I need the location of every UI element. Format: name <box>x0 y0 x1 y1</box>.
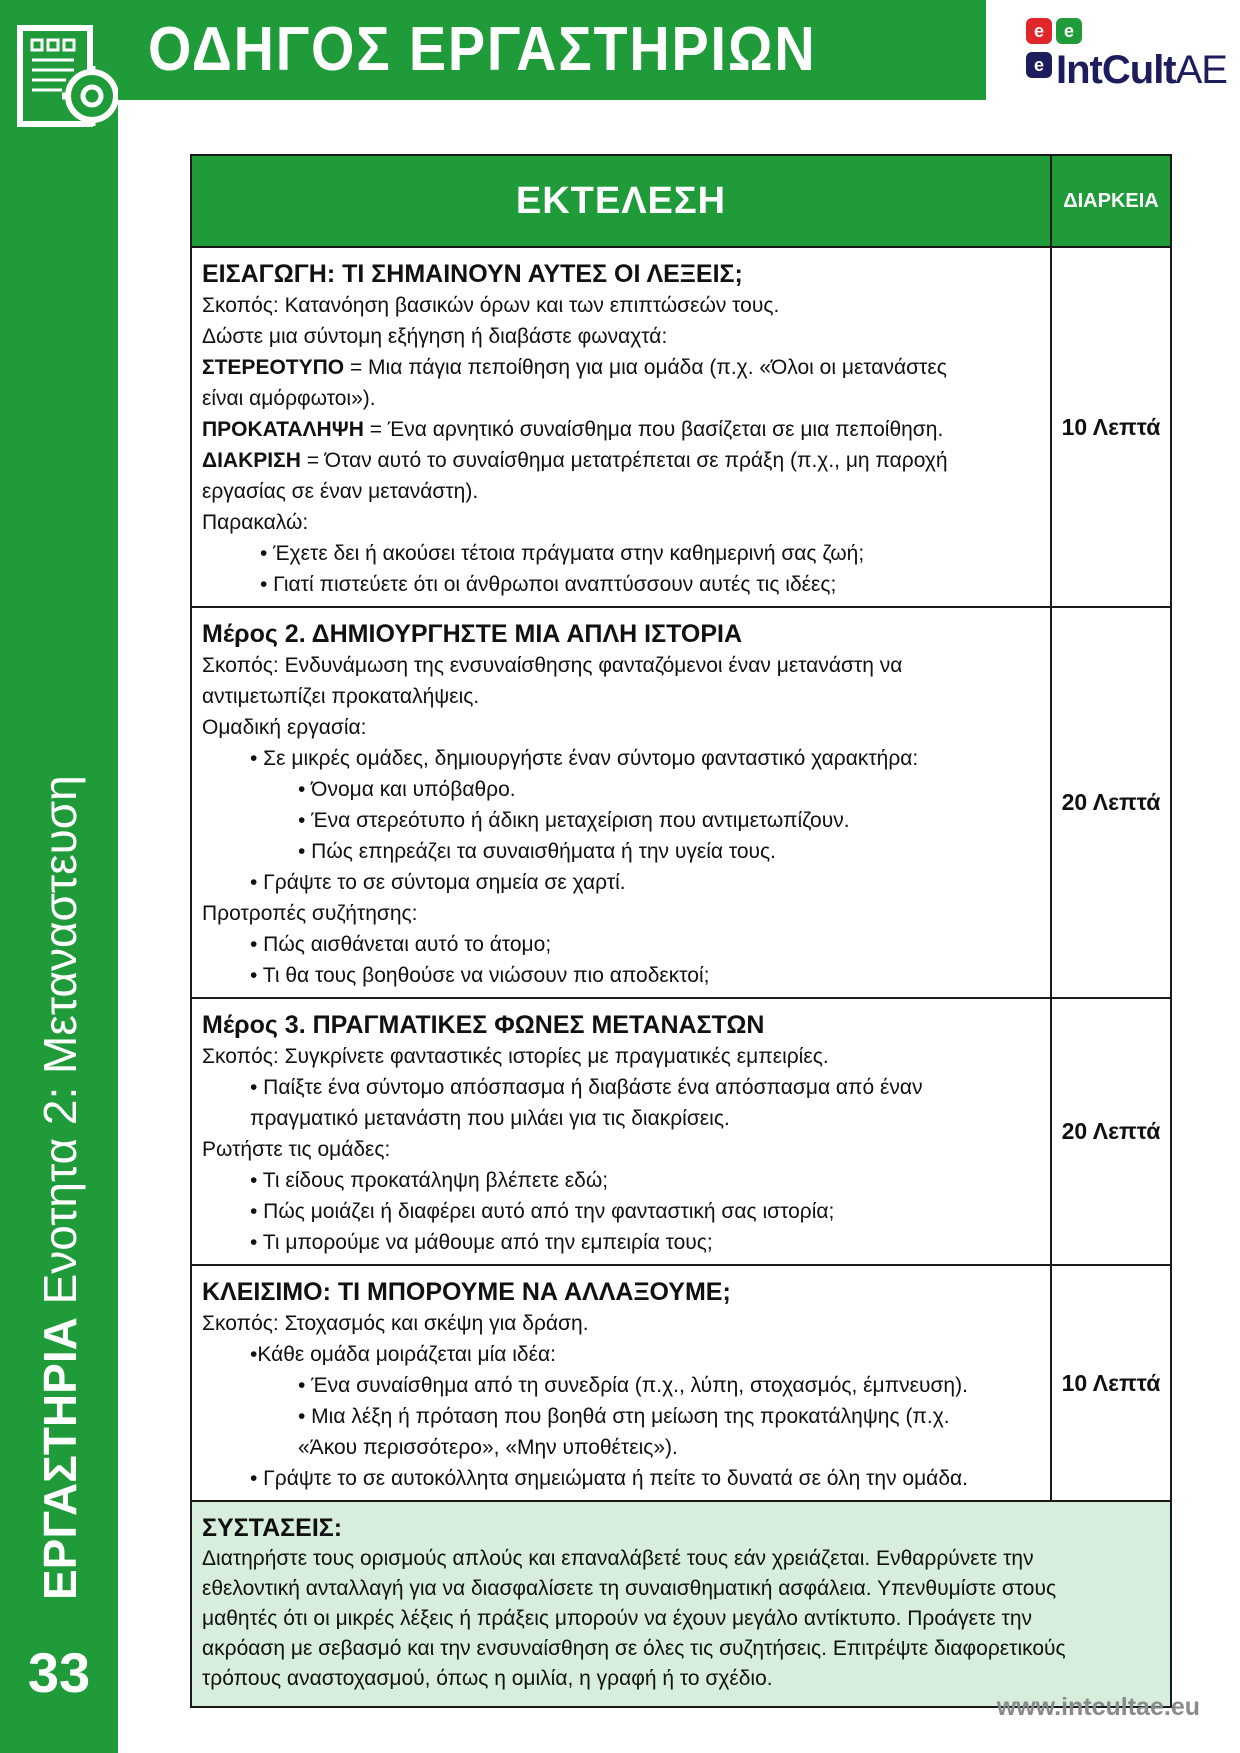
text-line: εθελοντική ανταλλαγή για να διασφαλίσετε τη συναισθηματική ασφάλεια. Υπενθυμίστε στους <box>202 1577 1057 1600</box>
duration-cell: 20 Λεπτά <box>1061 1118 1161 1144</box>
bullet-item: • Πώς επηρεάζει τα συναισθήματα ή την υγεία τους. <box>298 840 776 863</box>
bullet-item: • Τι μπορούμε να μάθουμε από την εμπειρία τους; <box>250 1231 713 1254</box>
duration-cell: 10 Λεπτά <box>1061 1369 1161 1396</box>
text-line: Ρωτήστε τις ομάδες: <box>202 1138 391 1161</box>
text-line: εργασίας σε έναν μετανάστη). <box>202 480 479 503</box>
row-content <box>192 1266 1052 1500</box>
logo-badge-icon: e <box>1026 18 1052 44</box>
bullet-item: • Παίξτε ένα σύντομο απόσπασμα ή διαβάστε ένα απόσπασμα από έναν <box>250 1076 923 1099</box>
table-header <box>192 156 1170 248</box>
bullet-item: • Τι είδους προκατάληψη βλέπετε εδώ; <box>250 1169 609 1192</box>
term: ΔΙΑΚΡΙΣΗ <box>202 449 301 472</box>
text-line: Δώστε μια σύντομη εξήγηση ή διαβάστε φωναχτά: <box>202 325 668 348</box>
bullet-item: • Σε μικρές ομάδες, δημιουργήστε έναν σύντομο φανταστικό χαρακτήρα: <box>250 747 919 770</box>
text-line: Σκοπός: Συγκρίνετε φανταστικές ιστορίες με πραγματικές εμπειρίες. <box>202 1045 829 1068</box>
definition-line: ΔΙΑΚΡΙΣΗ = Όταν αυτό το συναίσθημα μετατρέπεται σε πράξη (π.χ., μη παροχή <box>202 449 948 472</box>
side-title-light: Ενοτητα 2: Μεταναστευση <box>34 775 86 1305</box>
page-title: ΟΔΗΓΟΣ ΕΡΓΑΣΤΗΡΙΩΝ <box>148 15 817 84</box>
text-line: αντιμετωπίζει προκαταλήψεις. <box>202 685 480 708</box>
logo-badge-icon: e <box>1026 52 1052 78</box>
bullet-item: • Πώς αισθάνεται αυτό το άτομο; <box>250 933 552 956</box>
bullet-item: • Ένα συναίσθημα από τη συνεδρία (π.χ., λύπη, στοχασμός, έμπνευση). <box>298 1374 968 1397</box>
bullet-item: • Γράψτε το σε αυτοκόλλητα σημειώματα ή πείτε το δυνατά σε όλη την ομάδα. <box>250 1467 968 1490</box>
text-line: Σκοπός: Ενδυνάμωση της ενσυναίσθησης φανταζόμενοι έναν μετανάστη να <box>202 654 903 677</box>
table-row <box>192 999 1170 1266</box>
page-number: 33 <box>27 1641 91 1704</box>
text-line: Παρακαλώ: <box>202 511 309 534</box>
logo-badge-icon: e <box>1056 18 1082 44</box>
logo-text: IntCultAE <box>1056 48 1227 92</box>
header-execution: ΕΚΤΕΛΕΣΗ <box>192 156 1052 246</box>
text-line: είναι αμόρφωτοι»). <box>202 387 376 410</box>
footer-url: www.intcultae.eu <box>996 1693 1200 1721</box>
text-line: πραγματικό μετανάστη που μιλάει για τις διακρίσεις. <box>250 1107 730 1130</box>
text-line: Σκοπός: Κατανόηση βασικών όρων και των επιπτώσεών τους. <box>202 294 780 317</box>
table-row <box>192 248 1170 608</box>
section-title: Μέρος 3. ΠΡΑΓΜΑΤΙΚΕΣ ΦΩΝΕΣ ΜΕΤΑΝΑΣΤΩΝ <box>202 1011 765 1039</box>
text-line: μαθητές ότι οι μικρές λέξεις ή πράξεις μπορούν να έχουν μεγάλο αντίκτυπο. Προάγετε την <box>202 1607 1033 1630</box>
bullet-item: • Πώς μοιάζει ή διαφέρει αυτό από την φανταστική σας ιστορία; <box>250 1200 835 1223</box>
recommendations-title: ΣΥΣΤΑΣΕΙΣ: <box>202 1514 343 1542</box>
text-line: Διατηρήστε τους ορισμούς απλούς και επαναλάβετέ τους εάν χρειάζεται. Ενθαρρύνετε την <box>202 1547 1034 1570</box>
bullet-item: • Γιατί πιστεύετε ότι οι άνθρωποι αναπτύσσουν αυτές τις ιδέες; <box>260 573 837 596</box>
row-content <box>192 248 1052 606</box>
recommendations-box <box>192 1502 1170 1706</box>
bullet-item: • Γράψτε το σε σύντομα σημεία σε χαρτί. <box>250 871 626 894</box>
table-row <box>192 608 1170 999</box>
term: ΣΤΕΡΕΟΤΥΠΟ <box>202 356 345 379</box>
text-line: Ομαδική εργασία: <box>202 716 367 739</box>
bullet-item: • Όνομα και υπόβαθρο. <box>298 778 516 801</box>
duration-cell: 10 Λεπτά <box>1061 413 1161 440</box>
definition-line: ΣΤΕΡΕΟΤΥΠΟ = Μια πάγια πεποίθηση για μια ομάδα (π.χ. «Όλοι οι μετανάστες <box>202 356 947 379</box>
section-title: ΕΙΣΑΓΩΓΗ: ΤΙ ΣΗΜΑΙΝΟΥΝ ΑΥΤΕΣ ΟΙ ΛΕΞΕΙΣ; <box>202 260 743 288</box>
bullet-item: • Μια λέξη ή πρόταση που βοηθά στη μείωση της προκατάληψης (π.χ. <box>298 1405 950 1428</box>
text-line: «Άκου περισσότερο», «Μην υποθέτεις»). <box>298 1436 678 1459</box>
row-content <box>192 999 1052 1264</box>
duration-cell: 20 Λεπτά <box>1061 789 1161 815</box>
text-line: τρόπους αναστοχασμού, όπως η ομιλία, η γραφή ή το σχέδιο. <box>202 1667 773 1690</box>
row-content <box>192 608 1052 997</box>
header-duration: ΔΙΑΡΚΕΙΑ <box>1063 189 1159 212</box>
side-title <box>20 700 100 1600</box>
side-title-bold: ΕΡΓΑΣΤΗΡΙΑ <box>34 1317 86 1600</box>
workshop-document-gear-icon <box>16 24 120 130</box>
table-row <box>192 1266 1170 1502</box>
text-line: Προτροπές συζήτησης: <box>202 902 418 925</box>
bullet-item: •Κάθε ομάδα μοιράζεται μία ιδέα: <box>250 1343 556 1366</box>
text-line: ακρόαση με σεβασμό και την ενσυναίσθηση σε όλες τις συζητήσεις. Επιτρέψτε διαφορετικούς <box>202 1637 1066 1660</box>
bullet-item: • Ένα στερεότυπο ή άδικη μεταχείριση που αντιμετωπίζουν. <box>298 809 850 832</box>
section-title: ΚΛΕΙΣΙΜΟ: ΤΙ ΜΠΟΡΟΥΜΕ ΝΑ ΑΛΛΑΞΟΥΜΕ; <box>202 1278 731 1306</box>
bullet-item: • Τι θα τους βοηθούσε να νιώσουν πιο αποδεκτοί; <box>250 964 710 987</box>
execution-table <box>190 154 1172 1708</box>
definition-line: ΠΡΟΚΑΤΑΛΗΨΗ = Ένα αρνητικό συναίσθημα που βασίζεται σε μια πεποίθηση. <box>202 418 944 441</box>
intcultae-logo <box>1024 18 1227 92</box>
text-line: Σκοπός: Στοχασμός και σκέψη για δράση. <box>202 1312 589 1335</box>
term: ΠΡΟΚΑΤΑΛΗΨΗ <box>202 418 364 441</box>
bullet-item: • Έχετε δει ή ακούσει τέτοια πράγματα στην καθημερινή σας ζωή; <box>260 542 865 565</box>
section-title: Μέρος 2. ΔΗΜΙΟΥΡΓΗΣΤΕ ΜΙΑ ΑΠΛΗ ΙΣΤΟΡΙΑ <box>202 620 743 648</box>
